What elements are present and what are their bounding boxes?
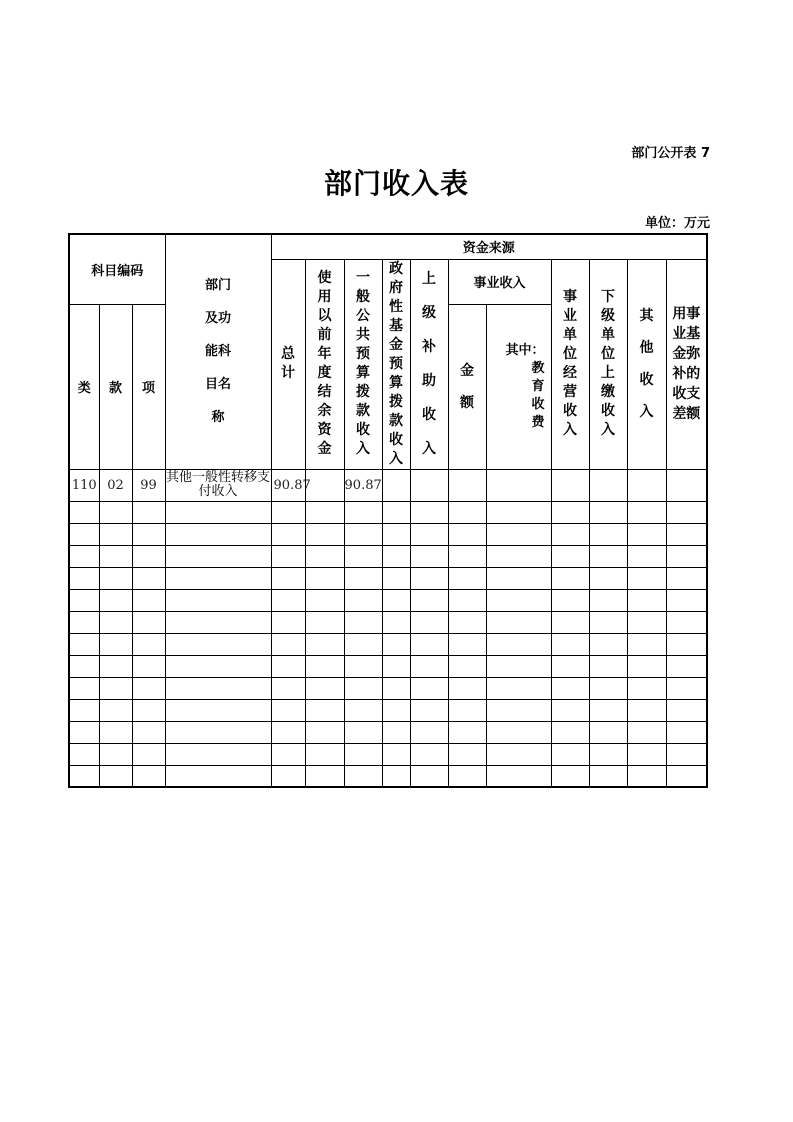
empty-cell	[305, 677, 344, 699]
empty-cell	[448, 655, 486, 677]
empty-cell	[589, 633, 627, 655]
empty-cell	[382, 765, 410, 787]
empty-cell	[666, 765, 707, 787]
empty-cell	[344, 611, 382, 633]
empty-cell	[666, 545, 707, 567]
header-other-income: 其他收入	[627, 259, 666, 469]
empty-cell	[69, 545, 99, 567]
empty-cell	[271, 765, 305, 787]
empty-cell	[410, 699, 448, 721]
empty-cell	[69, 523, 99, 545]
header-superior-subsidy: 上级补助收入	[410, 259, 448, 469]
header-fund-budget: 政府性基金预算拨款收入	[382, 259, 410, 469]
empty-cell	[410, 611, 448, 633]
empty-cell	[344, 589, 382, 611]
empty-cell	[627, 721, 666, 743]
empty-cell	[344, 699, 382, 721]
cell-fund-reserve	[666, 469, 707, 501]
empty-cell	[486, 633, 551, 655]
header-item: 项	[132, 305, 165, 469]
empty-cell	[551, 523, 589, 545]
empty-cell	[165, 523, 271, 545]
empty-cell	[627, 699, 666, 721]
empty-cell	[132, 655, 165, 677]
empty-cell	[448, 721, 486, 743]
empty-cell	[666, 743, 707, 765]
empty-cell	[627, 765, 666, 787]
empty-cell	[589, 567, 627, 589]
header-funding-source: 资金来源	[271, 234, 707, 259]
empty-cell	[486, 523, 551, 545]
empty-cell	[305, 501, 344, 523]
empty-cell	[627, 633, 666, 655]
empty-cell	[99, 501, 132, 523]
empty-cell	[132, 567, 165, 589]
header-subordinate-income: 下级单位上缴收入	[589, 259, 627, 469]
empty-cell	[666, 721, 707, 743]
empty-cell	[69, 589, 99, 611]
empty-cell	[99, 765, 132, 787]
empty-cell	[132, 699, 165, 721]
empty-cell	[666, 589, 707, 611]
empty-cell	[132, 677, 165, 699]
empty-cell	[69, 677, 99, 699]
empty-cell	[271, 545, 305, 567]
cell-class: 110	[69, 469, 99, 501]
empty-cell	[344, 501, 382, 523]
empty-cell	[448, 699, 486, 721]
empty-cell	[382, 699, 410, 721]
header-prior-balance: 使用以前年度结余资金	[305, 259, 344, 469]
table-row	[69, 567, 707, 589]
cell-section: 02	[99, 469, 132, 501]
table-row	[69, 743, 707, 765]
table-row	[69, 721, 707, 743]
empty-cell	[410, 677, 448, 699]
empty-cell	[589, 501, 627, 523]
empty-cell	[271, 633, 305, 655]
table-row	[69, 655, 707, 677]
header-class: 类	[69, 305, 99, 469]
empty-cell	[551, 743, 589, 765]
empty-cell	[589, 545, 627, 567]
cell-education-fee	[486, 469, 551, 501]
empty-cell	[165, 611, 271, 633]
empty-cell	[589, 611, 627, 633]
header-business-income: 事业收入	[448, 259, 551, 305]
empty-cell	[486, 501, 551, 523]
empty-cell	[99, 589, 132, 611]
empty-cell	[627, 743, 666, 765]
empty-cell	[305, 699, 344, 721]
empty-cell	[165, 633, 271, 655]
empty-cell	[132, 765, 165, 787]
empty-cell	[410, 523, 448, 545]
empty-cell	[382, 721, 410, 743]
empty-cell	[69, 633, 99, 655]
empty-cell	[551, 765, 589, 787]
empty-cell	[382, 633, 410, 655]
empty-rows	[69, 501, 707, 787]
empty-cell	[551, 633, 589, 655]
empty-cell	[165, 721, 271, 743]
empty-cell	[666, 567, 707, 589]
header-education-fee	[486, 305, 551, 469]
empty-cell	[132, 589, 165, 611]
empty-cell	[165, 765, 271, 787]
empty-cell	[551, 655, 589, 677]
cell-superior-subsidy	[410, 469, 448, 501]
empty-cell	[69, 765, 99, 787]
empty-cell	[344, 765, 382, 787]
empty-cell	[551, 677, 589, 699]
empty-cell	[165, 545, 271, 567]
empty-cell	[410, 743, 448, 765]
empty-cell	[271, 567, 305, 589]
empty-cell	[589, 699, 627, 721]
empty-cell	[666, 501, 707, 523]
cell-general-budget: 90.87	[344, 469, 382, 501]
table-row	[69, 589, 707, 611]
empty-cell	[305, 633, 344, 655]
empty-cell	[666, 523, 707, 545]
empty-cell	[99, 611, 132, 633]
education-fee-label: 教育收费	[531, 360, 545, 430]
empty-cell	[382, 677, 410, 699]
table-row	[69, 523, 707, 545]
empty-cell	[69, 655, 99, 677]
empty-cell	[271, 611, 305, 633]
empty-cell	[271, 743, 305, 765]
empty-cell	[382, 611, 410, 633]
empty-cell	[344, 523, 382, 545]
empty-cell	[305, 545, 344, 567]
empty-cell	[271, 677, 305, 699]
empty-cell	[382, 545, 410, 567]
empty-cell	[271, 523, 305, 545]
empty-cell	[627, 611, 666, 633]
empty-cell	[486, 677, 551, 699]
empty-cell	[271, 699, 305, 721]
header-amount: 金额	[448, 305, 486, 469]
empty-cell	[627, 567, 666, 589]
table-row	[69, 765, 707, 787]
empty-cell	[165, 655, 271, 677]
empty-cell	[344, 721, 382, 743]
empty-cell	[271, 589, 305, 611]
table-row	[69, 611, 707, 633]
cell-fund-budget	[382, 469, 410, 501]
empty-cell	[344, 743, 382, 765]
empty-cell	[344, 677, 382, 699]
empty-cell	[627, 655, 666, 677]
empty-cell	[132, 523, 165, 545]
empty-cell	[486, 699, 551, 721]
empty-cell	[99, 677, 132, 699]
empty-cell	[382, 589, 410, 611]
empty-cell	[99, 743, 132, 765]
empty-cell	[165, 567, 271, 589]
empty-cell	[666, 655, 707, 677]
empty-cell	[551, 501, 589, 523]
empty-cell	[486, 743, 551, 765]
empty-cell	[382, 523, 410, 545]
header-general-budget: 一般公共预算拨款收入	[344, 259, 382, 469]
empty-cell	[305, 655, 344, 677]
empty-cell	[132, 721, 165, 743]
empty-cell	[410, 501, 448, 523]
empty-cell	[344, 655, 382, 677]
empty-cell	[344, 545, 382, 567]
empty-cell	[69, 567, 99, 589]
empty-cell	[410, 765, 448, 787]
cell-subordinate-income	[589, 469, 627, 501]
empty-cell	[448, 743, 486, 765]
empty-cell	[486, 765, 551, 787]
empty-cell	[589, 523, 627, 545]
empty-cell	[627, 545, 666, 567]
empty-cell	[99, 545, 132, 567]
empty-cell	[410, 655, 448, 677]
cell-name: 其他一般性转移支付收入	[166, 470, 271, 499]
empty-cell	[627, 501, 666, 523]
empty-cell	[132, 545, 165, 567]
empty-cell	[305, 523, 344, 545]
empty-cell	[305, 743, 344, 765]
cell-item: 99	[132, 469, 165, 501]
empty-cell	[305, 589, 344, 611]
cell-operating-income	[551, 469, 589, 501]
empty-cell	[99, 699, 132, 721]
table-row	[69, 501, 707, 523]
empty-cell	[382, 743, 410, 765]
empty-cell	[666, 677, 707, 699]
empty-cell	[486, 589, 551, 611]
empty-cell	[271, 655, 305, 677]
empty-cell	[69, 501, 99, 523]
empty-cell	[305, 721, 344, 743]
empty-cell	[165, 589, 271, 611]
empty-cell	[382, 655, 410, 677]
empty-cell	[344, 633, 382, 655]
empty-cell	[132, 501, 165, 523]
header-subject-code: 科目编码	[69, 234, 165, 305]
empty-cell	[99, 655, 132, 677]
empty-cell	[486, 721, 551, 743]
empty-cell	[448, 611, 486, 633]
empty-cell	[448, 545, 486, 567]
empty-cell	[99, 523, 132, 545]
empty-cell	[486, 567, 551, 589]
empty-cell	[382, 501, 410, 523]
table-row	[69, 545, 707, 567]
empty-cell	[627, 523, 666, 545]
empty-cell	[551, 589, 589, 611]
dept-name-label: 部门 及功 能科 目名 称	[205, 278, 232, 426]
empty-cell	[305, 567, 344, 589]
empty-cell	[132, 611, 165, 633]
table-row	[69, 699, 707, 721]
empty-cell	[666, 633, 707, 655]
empty-cell	[305, 611, 344, 633]
empty-cell	[69, 699, 99, 721]
empty-cell	[589, 677, 627, 699]
empty-cell	[666, 611, 707, 633]
header-section: 款	[99, 305, 132, 469]
empty-cell	[486, 655, 551, 677]
empty-cell	[344, 567, 382, 589]
table-row	[69, 469, 707, 501]
empty-cell	[448, 523, 486, 545]
empty-cell	[132, 743, 165, 765]
table-row	[69, 633, 707, 655]
fund-reserve-label: 用事 业基 金弥 补的 收支 差额	[672, 306, 701, 422]
cell-total: 90.87	[271, 469, 305, 501]
header-total: 总计	[271, 259, 305, 469]
header-dept-name	[165, 234, 271, 469]
empty-cell	[448, 501, 486, 523]
empty-cell	[589, 743, 627, 765]
empty-cell	[165, 677, 271, 699]
table-number: 部门公开表 7	[631, 146, 710, 161]
empty-cell	[448, 589, 486, 611]
empty-cell	[99, 567, 132, 589]
empty-cell	[551, 545, 589, 567]
empty-cell	[69, 721, 99, 743]
empty-cell	[410, 589, 448, 611]
unit-label: 单位：万元	[644, 216, 710, 231]
table-row	[69, 677, 707, 699]
empty-cell	[589, 655, 627, 677]
empty-cell	[551, 567, 589, 589]
income-table	[68, 233, 708, 788]
of-which-label: 其中：	[505, 342, 545, 358]
empty-cell	[627, 677, 666, 699]
empty-cell	[99, 721, 132, 743]
empty-cell	[448, 633, 486, 655]
empty-cell	[165, 501, 271, 523]
empty-cell	[271, 501, 305, 523]
empty-cell	[165, 699, 271, 721]
cell-prior-balance	[305, 469, 344, 501]
empty-cell	[551, 721, 589, 743]
empty-cell	[410, 545, 448, 567]
empty-cell	[589, 765, 627, 787]
empty-cell	[448, 765, 486, 787]
empty-cell	[69, 743, 99, 765]
empty-cell	[627, 589, 666, 611]
empty-cell	[486, 611, 551, 633]
empty-cell	[551, 611, 589, 633]
empty-cell	[486, 545, 551, 567]
empty-cell	[589, 589, 627, 611]
empty-cell	[132, 633, 165, 655]
empty-cell	[69, 611, 99, 633]
empty-cell	[448, 677, 486, 699]
empty-cell	[305, 765, 344, 787]
empty-cell	[99, 633, 132, 655]
empty-cell	[165, 743, 271, 765]
empty-cell	[589, 721, 627, 743]
empty-cell	[271, 721, 305, 743]
empty-cell	[410, 721, 448, 743]
empty-cell	[410, 567, 448, 589]
cell-other-income	[627, 469, 666, 501]
empty-cell	[448, 567, 486, 589]
page-title: 部门收入表	[323, 167, 469, 200]
header-operating-income: 事业单位经营收入	[551, 259, 589, 469]
header-fund-reserve	[666, 259, 707, 469]
empty-cell	[551, 699, 589, 721]
empty-cell	[410, 633, 448, 655]
cell-amount	[448, 469, 486, 501]
empty-cell	[666, 699, 707, 721]
empty-cell	[382, 567, 410, 589]
